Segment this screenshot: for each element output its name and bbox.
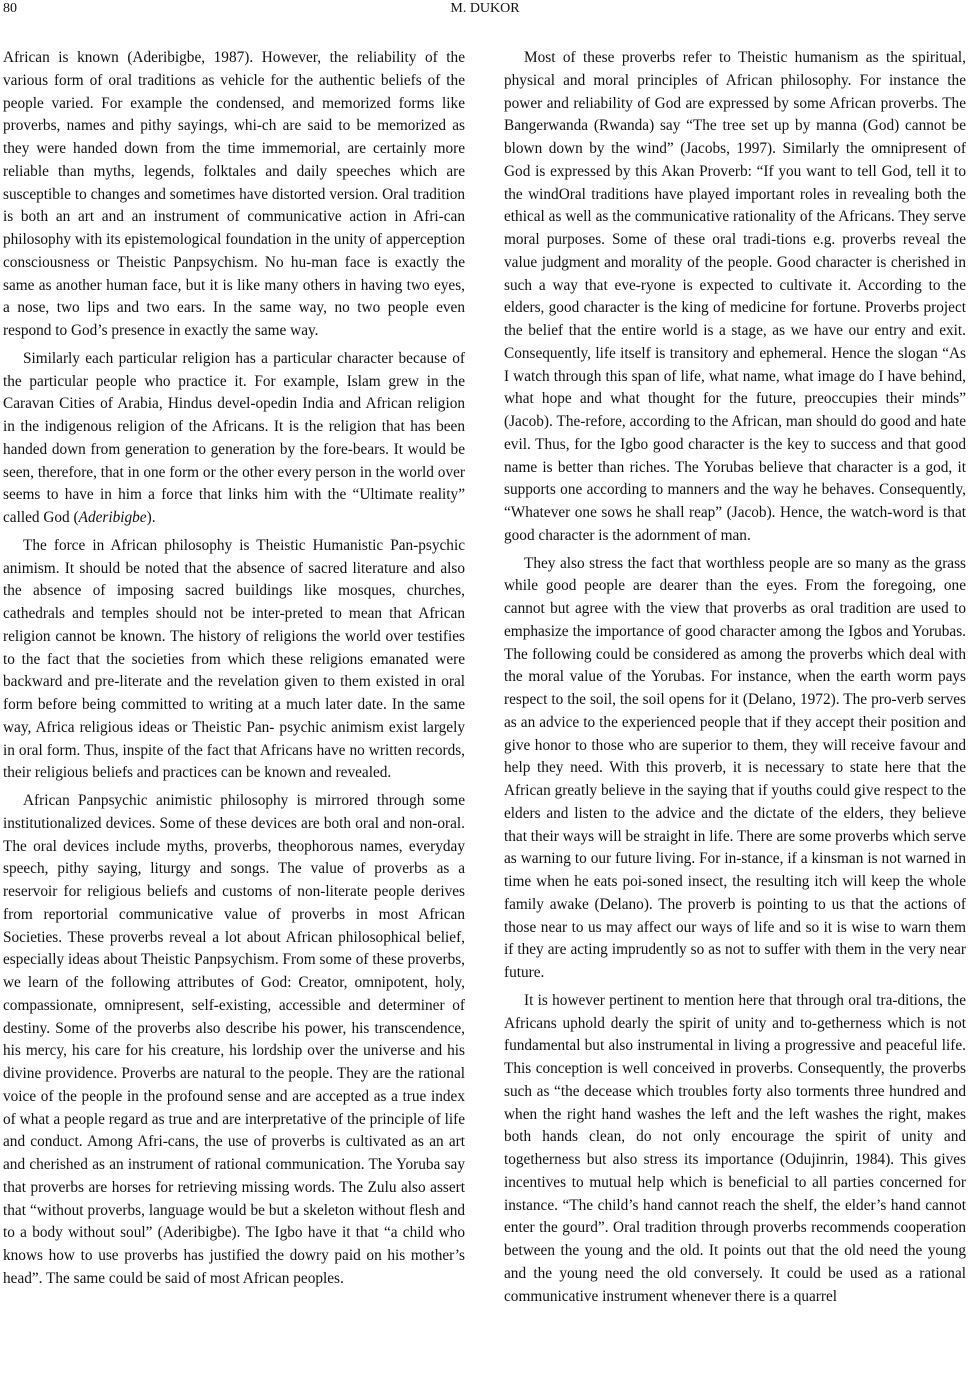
running-head-author: M. DUKOR [450,1,520,16]
page-header [0,0,970,22]
right-column [504,47,966,1313]
paragraph: They also stress the fact that worthless people are so many as the grass while good people are dearer than the eyes. From the foregoing, one cannot but agree with the view that proverbs as oral tradition are used to emphasize the importance of good character among the Igbos and Yorubas. The following could be considered as among the proverbs which deal with the moral value of the Yorubas. For instance, when the earth worm pays respect to the soil, the soil opens for it (Delano, 1972). The pro-verb serves as an advice to the experienced people that if they accept their position and give honor to those who are superior to them, they will receive favour and help they need. With this proverb, it is necessary to state here that the African greatly believe in the saying that if youths could give respect to the elders and listen to the advice and the dictate of the elders, they believe that their ways will be straight in life. There are some proverbs which serve as warning to our future living. For in-stance, if a kinsman is not warned in time when he eats poi-soned insect, the resulting itch will keep the whole family awake (Delano). The proverb is pointing to us that the actions of those near to us may affect our ways of life and so it is wise to warn them if they are acting imprudently so as not to suffer with them in the very near future. [504,554,966,981]
paragraph: It is however pertinent to mention here that through oral tra-ditions, the Africans uphold dearly the spirit of unity and to-getherness which is not fundamental but also instrumental in living a progressive and peaceful life. This conception is well conceived in proverbs. Consequently, the proverbs such as “the decease which troubles forty also torments three hundred and when the right hand washes the left and the left washes the right, makes both hands clean, do not only encourage the spirit of unity and togetherness but also stress its importance (Odujinrin, 1984). This gives incentives to mutual help which is beneficial to all parties concerned for instance. “The child’s hand cannot reach the shelf, the elder’s hand cannot enter the gourd”. Oral tradition through proverbs recommends cooperation between the young and the old. It points out that the old need the young and the young need the old conversely. It could be used as a rational communicative instrument whenever there is a quarrel [504,991,966,1305]
paragraph: African is known (Aderibigbe, 1987). However, the reliability of the various form of oral traditions as vehicle for the authentic beliefs of the people varied. For example the condensed, and memorized forms like proverbs, names and pithy sayings, whi-ch are said to be memorized as they were handed down from the time immemorial, are certainly more reliable than myths, legends, folktales and daily speeches which are susceptible to changes and sometimes have distorted version. Oral tradition is both an art and an instrument of communicative action in Afri-can philosophy with its epistemological foundation in the unity of apperception consciousness or Theistic Panpsychism. No hu-man face is exactly the same as another human face, but it is like many others in having two eyes, a nose, two lips and two ears. In the same way, no two people even respond to God’s presence in exactly the same way. [3,49,465,339]
citation-close: ). [146,509,156,526]
paragraph: The force in African philosophy is Theistic Humanistic Pan-psychic animism. It should be noted that the absence of sacred literature and also the absence of imposing sacred buildings like mosques, churches, cathedrals and temples should not be inter-preted to mean that African religion cannot be known. The history of religions the world over testifies to the fact that the societies from which these religions emanated were backward and pre-literate and the revelation given to them existed in oral form before being committed to writing at a much later date. In the same way, Africa religious ideas or Theistic Pan- psychic animism exist largely in oral form. Thus, inspite of the fact that Africans have no written records, their religious beliefs and practices can be known and revealed. [3,536,465,782]
citation: Aderibigbe [78,509,147,526]
paragraph [3,348,465,530]
left-column [3,47,465,1296]
page-number: 80 [3,1,17,16]
paragraph: Most of these proverbs refer to Theistic humanism as the spiritual, physical and moral principles of African philosophy. For instance the power and reliability of God are expressed by some African proverbs. The Bangerwanda (Rwanda) say “The tree set up by manna (God) cannot be blown down by the wind” (Jacobs, 1997). Similarly the omnipresent of God is expressed by this Akan Proverb: “If you want to tell God, tell it to the windOral traditions have played important roles in revealing both the ethical as well as the communicative rationality of the Africans. They serve moral purposes. Some of these oral tradi-tions e.g. proverbs reveal the value judgment and morality of the people. Good character is cherished in such a way that eve-ryone is expected to cultivate it. According to the elders, good character is the king of medicine for fortune. Proverbs project the belief that the entire world is a stage, as we have our entry and exit. Consequently, life itself is transitory and ephemeral. Hence the slogan “As I watch through this span of life, what name, what image do I have behind, what hope and what thought for the future, preoccupies their minds” (Jacob). The-refore, according to the African, man should do good and hate evil. Thus, for the Igbo good character is the key to success and that good name is better than riches. The Yorubas believe that character is a god, it supports one according to manners and the way he behaves. Consequently, “Whatever one sows he shall reap” (Jacob). Hence, the watch-word is that good character is the adornment of man. [504,49,966,544]
paragraph-text: Similarly each particular religion has a particular character because of the particular people who practice it. For example, Islam grew in the Caravan Cities of Arabia, Hindus devel-opedin India and African religion in the indigenous religion of the Africans. It is the religion that has been handed down from generation to generation by the fore-bears. It would be seen, therefore, that in one form or the other every person in the world over seems to have in him a force that links him with the “Ultimate reality” called God ( [3,349,465,526]
paragraph: African Panpsychic animistic philosophy is mirrored through some institutionalized devices. Some of these devices are both oral and non-oral. The oral devices include myths, proverbs, theophorous names, everyday speech, pithy saying, liturgy and songs. The value of proverbs as a reservoir for religious beliefs and customs of non-literate people derives from reportorial communicative value of proverbs in most African Societies. These proverbs reveal a lot about African philosophical belief, especially ideas about Theistic Panpsychism. From some of these proverbs, we learn of the following attributes of God: Creator, omnipotent, holy, compassionate, omnipresent, self-existing, accessible and determiner of destiny. Some of the proverbs also describe his power, his transcendence, his mercy, his care for his creature, his lordship over the universe and his divine providence. Proverbs are natural to the people. They are the rational voice of the people in the profound sense and are accepted as a true index of what a people regard as true and are interpretative of the principle of life and conduct. Among Afri-cans, the use of proverbs is cultivated as an art and cherished as an instrument of rational communication. The Yoruba say that proverbs are horses for retrieving missing words. The Zulu also assert that “without proverbs, language would be but a skeleton without flesh and to a body without soul” (Aderibigbe). The Igbo have it that “a child who knows how to use proverbs has justified the dowry paid on his mother’s head”. The same could be said of most African peoples. [3,792,465,1287]
